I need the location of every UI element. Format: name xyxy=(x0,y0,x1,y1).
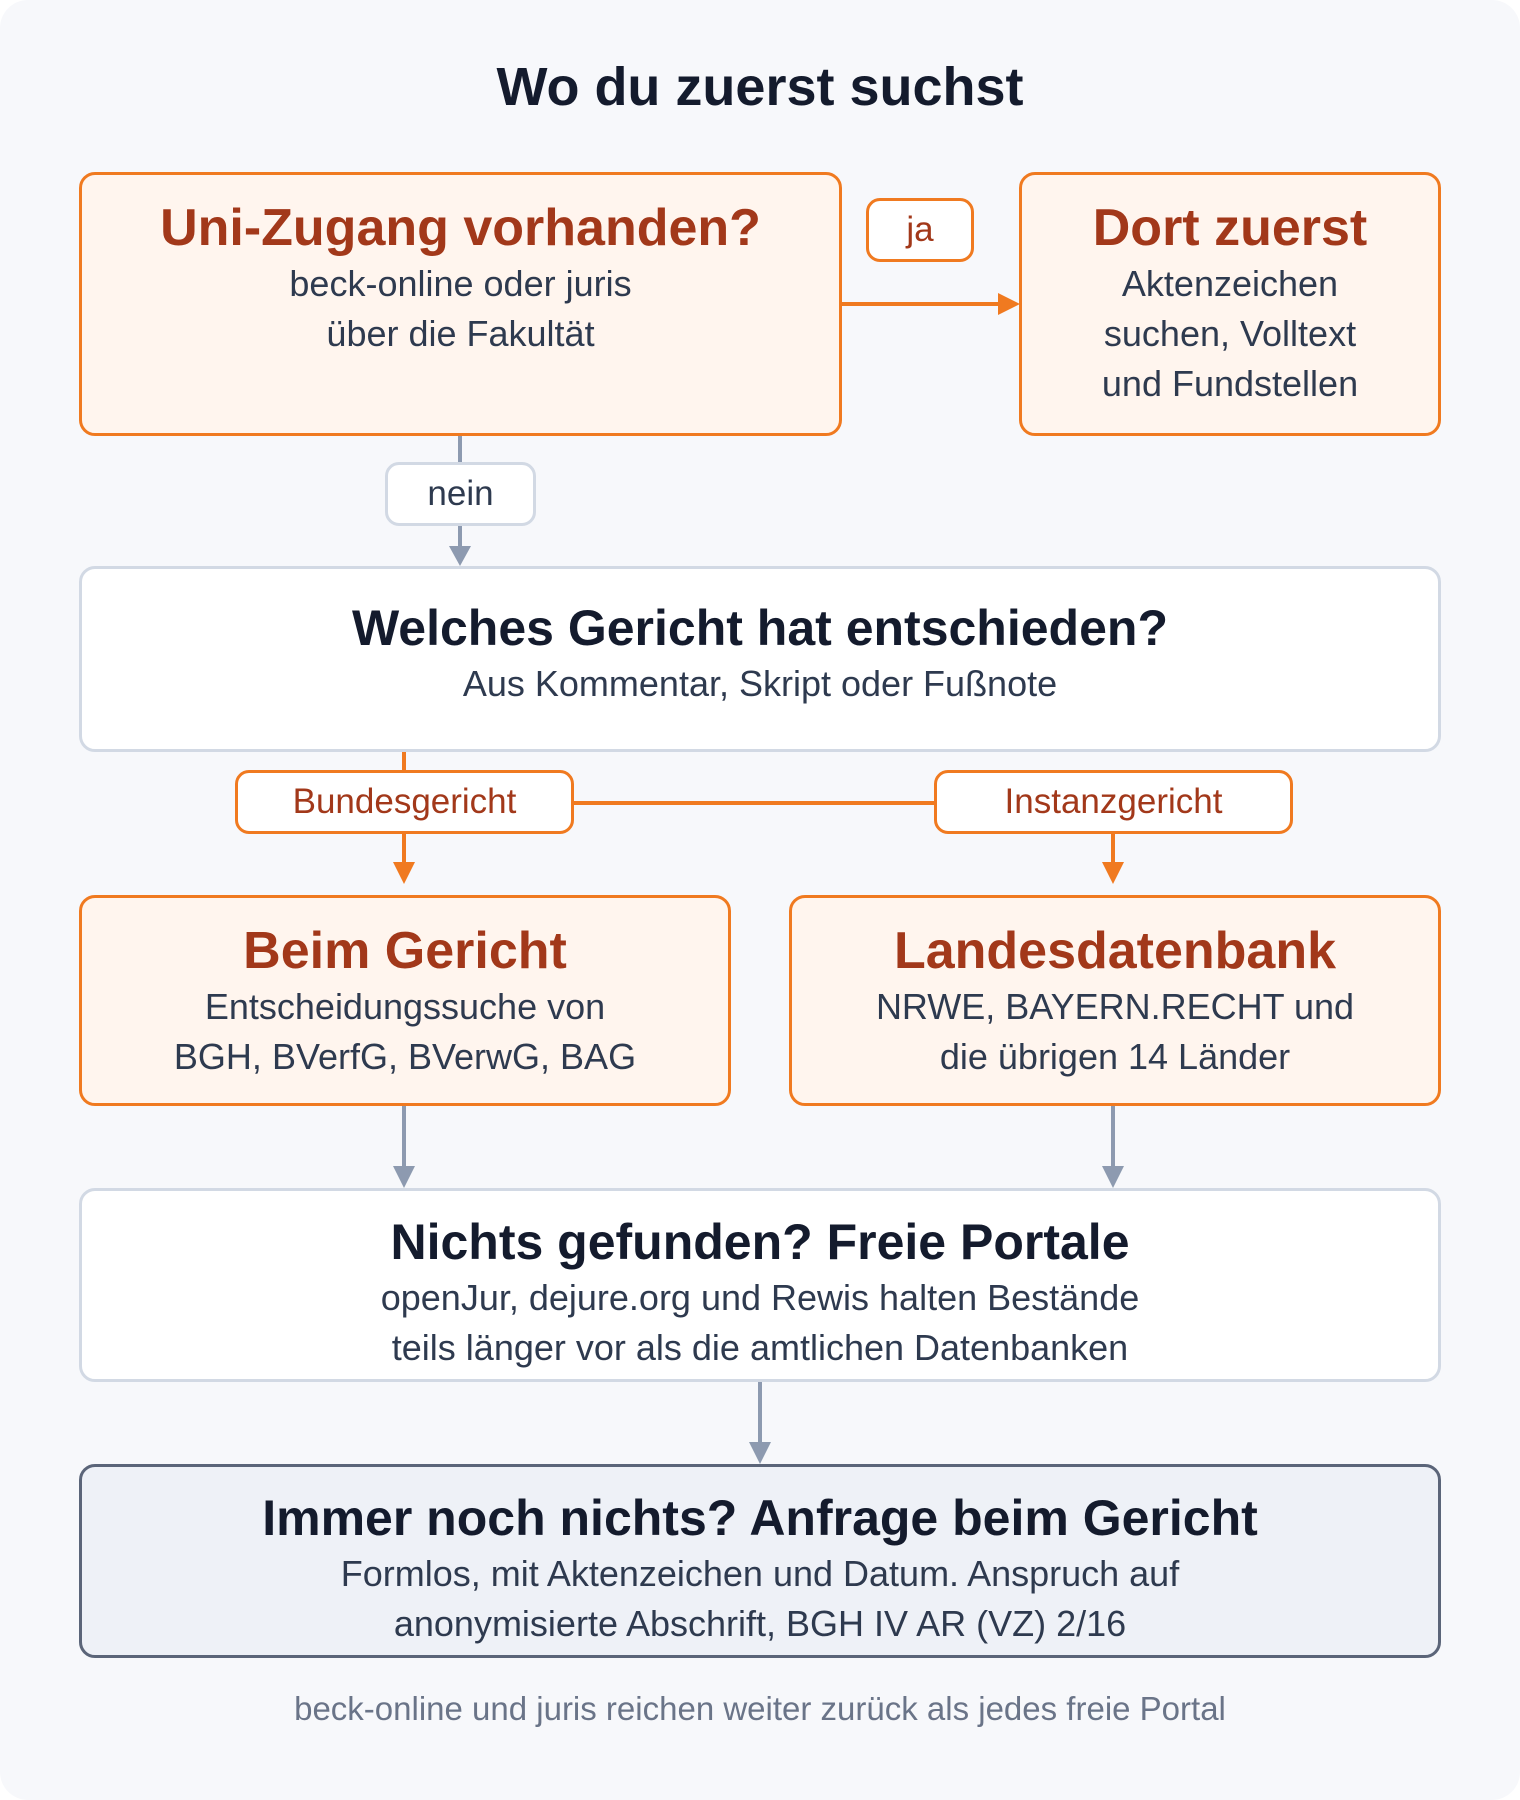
edge-label-nein: nein xyxy=(385,462,536,526)
node-uni-zugang-text: beck-online oder juris über die Fakultät xyxy=(289,263,632,354)
arrowhead-landes-frei xyxy=(1102,1166,1124,1188)
node-landesdatenbank-text: NRWE, BAYERN.RECHT und die übrigen 14 Länder xyxy=(875,986,1355,1077)
edge-label-ja: ja xyxy=(866,198,974,262)
node-welches-gericht-text: Aus Kommentar, Skript oder Fußnote xyxy=(462,663,1058,704)
node-landesdatenbank xyxy=(789,895,1441,1106)
arrowhead-frei-anfrage xyxy=(749,1442,771,1464)
node-uni-zugang-title: Uni-Zugang vorhanden? xyxy=(160,199,761,257)
node-freie-portale-title: Nichts gefunden? Freie Portale xyxy=(390,1214,1130,1270)
node-dort-zuerst-text: Aktenzeichen suchen, Volltext und Fundstellen xyxy=(1101,263,1359,404)
arrowhead-ja xyxy=(998,293,1020,315)
node-welches-gericht-title: Welches Gericht hat entschieden? xyxy=(352,600,1168,656)
arrowhead-nein xyxy=(449,546,471,566)
node-beim-gericht-text: Entscheidungssuche von BGH, BVerfG, BVerwG, BAG xyxy=(173,986,637,1077)
node-anfrage-gericht xyxy=(79,1464,1441,1658)
node-beim-gericht xyxy=(79,895,731,1106)
node-freie-portale xyxy=(79,1188,1441,1382)
node-uni-zugang xyxy=(79,172,842,436)
node-freie-portale-text: openJur, dejure.org und Rewis halten Bestände teils länger vor als die amtlichen Datenbanken xyxy=(380,1277,1140,1368)
node-landesdatenbank-title: Landesdatenbank xyxy=(893,922,1337,980)
node-anfrage-gericht-title: Immer noch nichts? Anfrage beim Gericht xyxy=(262,1490,1258,1546)
node-dort-zuerst xyxy=(1019,172,1441,436)
diagram-title: Wo du zuerst suchst xyxy=(496,57,1024,117)
node-anfrage-gericht-text: Formlos, mit Aktenzeichen und Datum. Anspruch auf anonymisierte Abschrift, BGH IV AR (VZ) 2/16 xyxy=(340,1553,1180,1644)
edge-label-instanzgericht: Instanzgericht xyxy=(934,770,1293,834)
node-welches-gericht xyxy=(79,566,1441,752)
footnote: beck-online und juris reichen weiter zurück als jedes freie Portal xyxy=(294,1690,1226,1727)
arrowhead-bundesgericht xyxy=(393,862,415,884)
node-dort-zuerst-title: Dort zuerst xyxy=(1092,199,1368,257)
arrowhead-instanzgericht xyxy=(1102,862,1124,884)
arrowhead-beim-frei xyxy=(393,1166,415,1188)
node-beim-gericht-title: Beim Gericht xyxy=(243,922,567,980)
edge-label-bundesgericht: Bundesgericht xyxy=(235,770,574,834)
